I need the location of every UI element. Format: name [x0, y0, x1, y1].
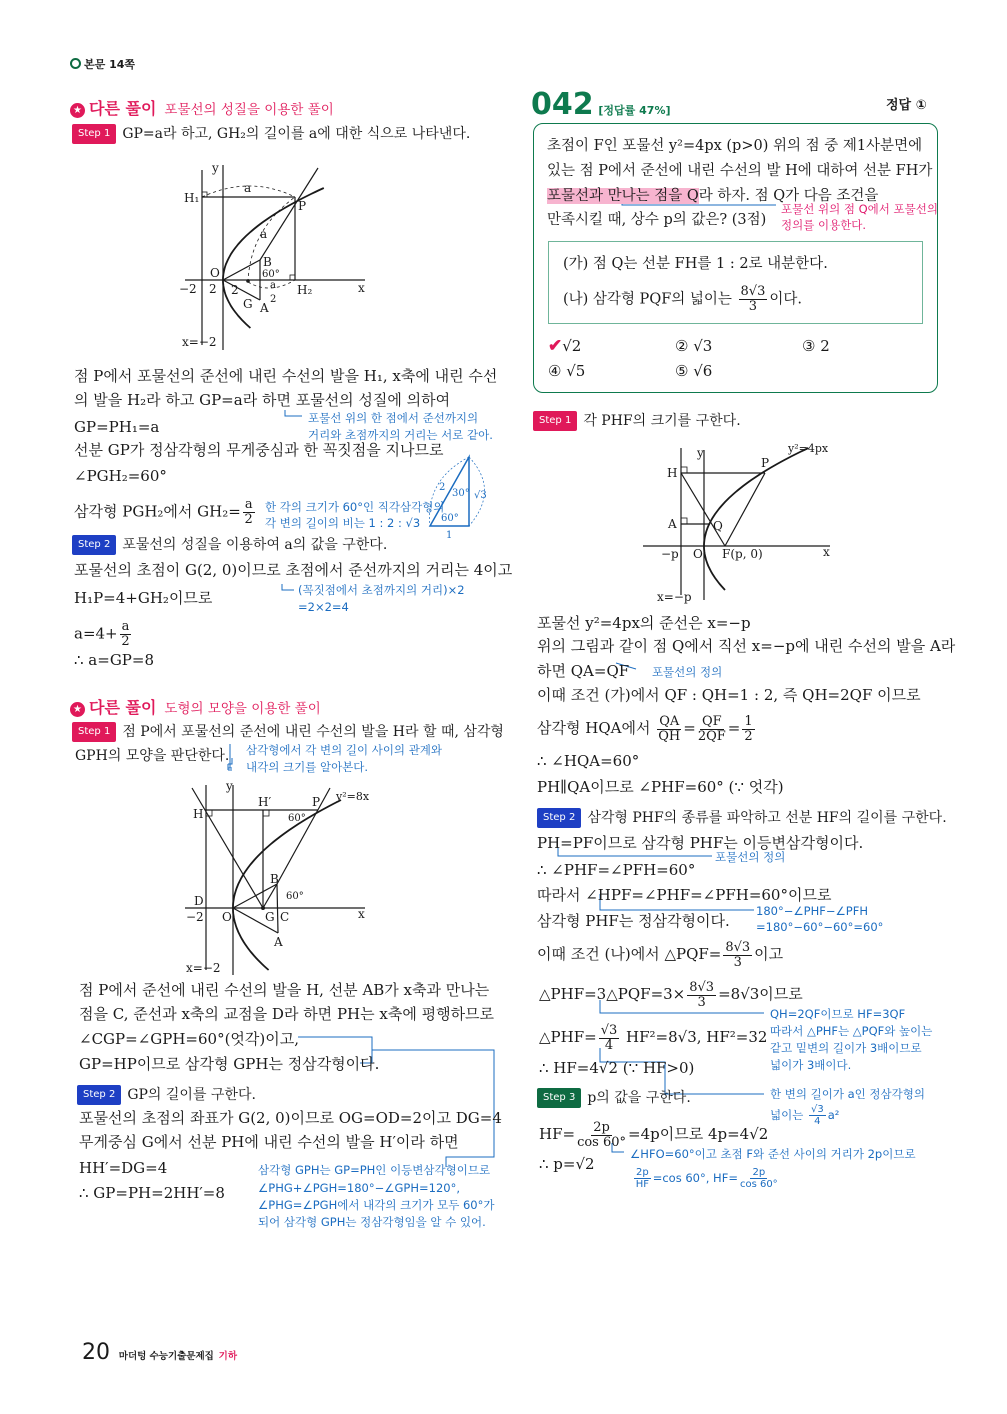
svg-text:H: H — [667, 466, 678, 480]
svg-text:y²=4px: y²=4px — [788, 442, 829, 455]
fraction: $\frac{8√3}{3}$ — [689, 979, 715, 1010]
text-line: ∴ a=GP=8 — [74, 651, 155, 669]
problem-number: 042 — [531, 87, 594, 122]
answer-label: 정답 ① — [886, 98, 927, 113]
r-step1-heading: Step 1 각 PHF의 크기를 구한다. — [533, 411, 741, 431]
note: 포물선의 정의 — [715, 850, 786, 864]
svg-text:P: P — [761, 456, 770, 470]
note: 같고 밑변의 길이가 3배이므로 — [770, 1041, 922, 1055]
note: QH=2QF이므로 HF=3QF — [770, 1007, 906, 1021]
note: 내각의 크기를 알아본다. — [246, 760, 369, 774]
text-line: HH′=DG=4 — [79, 1159, 168, 1177]
note: 정의를 이용한다. — [781, 218, 867, 232]
text-line: 이때 조건 (가)에서 QF : QH=1 : 2, 즉 QH=2QF 이므로 — [537, 686, 921, 704]
correct-rate: [정답률 47%] — [598, 104, 671, 117]
condition-b: (나) 삼각형 PQF의 넓이는 $\frac{8√3}{3}$ 이다. — [563, 284, 802, 314]
svg-text:P: P — [312, 795, 321, 809]
svg-text:x=−2: x=−2 — [182, 335, 217, 349]
svg-text:B: B — [270, 872, 279, 886]
r-step3-heading: Step 3 p의 값을 구한다. — [537, 1088, 691, 1108]
star-icon: ★ — [70, 103, 85, 118]
text-line: 점 P에서 포물선의 준선에 내린 수선의 발을 H₁, x축에 내린 수선 — [74, 367, 498, 385]
text-line: GP=HP이므로 삼각형 GPH는 정삼각형이다. — [79, 1055, 380, 1073]
svg-text:1: 1 — [446, 530, 453, 541]
choice-3[interactable]: ③ 2 — [802, 337, 830, 355]
svg-text:2: 2 — [231, 283, 239, 297]
note: =180°−60°−60°=60° — [756, 920, 884, 934]
note: 한 변의 길이가 a인 정삼각형의 — [770, 1087, 925, 1101]
choice-2[interactable]: ② √3 — [675, 337, 713, 355]
text-line: 포물선의 초점이 G(2, 0)이므로 초점에서 준선까지의 거리는 4이고 — [74, 561, 513, 579]
svg-text:√3: √3 — [474, 490, 487, 501]
text-line: 위의 그림과 같이 점 Q에서 직선 x=−p에 내린 수선의 발을 A라 — [537, 637, 956, 655]
svg-text:F(p, 0): F(p, 0) — [722, 547, 763, 561]
text-line: HF= $\frac{2p}{\cos 60^\circ}$ =4p이므로 4p=4√2 — [539, 1119, 769, 1150]
svg-text:x: x — [823, 545, 830, 559]
note: 180°−∠PHF−∠PFH — [756, 904, 868, 918]
problem-line: 있는 점 P에서 준선에 내린 수선의 발 H에 대하여 선분 FH가 — [547, 163, 933, 179]
svg-text:O: O — [210, 266, 220, 280]
svg-text:A: A — [668, 517, 677, 531]
text-line: 포물선 y²=4px의 준선은 x=−p — [537, 614, 751, 632]
svg-text:G: G — [265, 910, 275, 924]
choice-1[interactable]: ✔√2 — [548, 336, 582, 356]
footer — [82, 1340, 237, 1370]
note: 따라서 △PHF는 △PQF와 높이는 — [770, 1024, 933, 1038]
note: 포물선의 정의 — [651, 665, 723, 679]
text-line: 선분 GP가 정삼각형의 무게중심과 한 꼭짓점을 지나므로 — [74, 441, 444, 459]
svg-text:H: H — [193, 807, 204, 821]
svg-text:60°: 60° — [286, 891, 304, 902]
text-line: 따라서 ∠HPF=∠PHF=∠PFH=60°이므로 — [537, 886, 832, 904]
problem-header — [531, 88, 671, 128]
text-line: 점을 C, 준선과 x축의 교점을 D라 하면 PH는 x축에 평행하므로 — [79, 1005, 495, 1023]
alt-solution-2-title: ★ 다른 풀이 도형의 모양을 이용한 풀이 — [70, 695, 321, 718]
svg-text:H₁: H₁ — [184, 191, 200, 205]
text-line: △PHF=3△PQF=3× $\frac{8√3}{3}$ =8√3이므로 — [539, 979, 803, 1010]
fraction: $\frac{a}{2}$ — [244, 497, 253, 527]
choice-4[interactable]: ④ √5 — [548, 362, 586, 380]
svg-text:2: 2 — [270, 294, 277, 305]
step2-heading: Step 2 포물선의 성질을 이용하여 a의 값을 구한다. — [72, 535, 387, 555]
problem-line: 초점이 F인 포물선 y²=4px (p>0) 위의 점 중 제1사분면에 — [547, 138, 923, 154]
alt-solution-1-title: ★ 다른 풀이 포물선의 성질을 이용한 풀이 — [70, 96, 334, 119]
svg-text:−p: −p — [661, 547, 679, 561]
svg-text:2: 2 — [439, 482, 446, 493]
note: 한 각의 크기가 60°인 직각삼각형의 — [265, 500, 445, 514]
note: 각 변의 길이의 비는 1 : 2 : √3 — [265, 516, 421, 530]
svg-text:C: C — [280, 910, 290, 924]
condition-a: (가) 점 Q는 선분 FH를 1 : 2로 내분한다. — [563, 256, 828, 272]
svg-text:60°: 60° — [262, 269, 280, 280]
svg-text:a: a — [244, 181, 252, 195]
svg-text:B: B — [263, 255, 272, 269]
note: 넓이는 $\frac{√3}{4}$ a² — [770, 1104, 840, 1127]
parabola — [223, 188, 324, 328]
note: (꼭짓점에서 초점까지의 거리)×2 — [298, 583, 465, 597]
fraction: $\frac{2p}{HF}$ — [635, 1167, 649, 1190]
step2b-heading: Step 2 GP의 길이를 구한다. — [77, 1085, 256, 1105]
note: 포물선 위의 점 Q에서 포물선의 — [781, 202, 938, 216]
text-line: H₁P=4+GH₂이므로 — [74, 589, 213, 607]
fraction: $\frac{QF}{2QF}$ — [697, 713, 726, 744]
svg-text:a: a — [260, 227, 268, 241]
text-line: 점 P에서 준선에 내린 수선의 발을 H, 선분 AB가 x축과 만나는 — [79, 981, 490, 999]
subject: 기하 — [218, 1351, 237, 1362]
svg-text:−2: −2 — [186, 910, 204, 924]
svg-text:A: A — [260, 301, 269, 315]
text-line: ∴ GP=PH=2HH′=8 — [79, 1184, 225, 1202]
checkmark-icon: ✔ — [548, 336, 563, 356]
step1b-heading: Step 1 점 P에서 포물선의 준선에 내린 수선의 발을 H라 할 때, 삼각형 — [72, 722, 504, 742]
text-line: PH∥QA이므로 ∠PHF=60° (∵ 엇각) — [537, 778, 784, 796]
svg-text:x=−p: x=−p — [657, 590, 692, 604]
text-line: 의 발을 H₂라 하고 GP=a라 하면 포물선의 성질에 의하여 — [74, 391, 451, 409]
svg-text:O: O — [693, 547, 703, 561]
note: ∠PHG+∠PGH=180°−∠GPH=120°, — [258, 1181, 461, 1195]
svg-text:y: y — [226, 779, 233, 793]
fraction: $\frac{8√3}{3}$ — [740, 284, 766, 314]
step1-heading: Step 1 GP=a라 하고, GH₂의 길이를 a에 대한 식으로 나타낸다. — [72, 124, 470, 144]
fraction: $\frac{√3}{4}$ — [600, 1022, 618, 1053]
book-title: 마더텅 수능기출문제집 — [118, 1351, 214, 1362]
note: 되어 삼각형 GPH는 정삼각형임을 알 수 있어. — [258, 1215, 486, 1229]
star-icon: ★ — [70, 702, 85, 717]
note: 거리와 초점까지의 거리는 서로 같아. — [308, 428, 493, 442]
note: $\frac{2p}{HF}$ =cos 60°, HF= $\frac{2p}{\cos 60^\circ}$ — [635, 1167, 778, 1190]
note: 삼각형에서 각 변의 길이 사이의 관계와 — [246, 743, 443, 757]
text-line: 삼각형 HQA에서 $\frac{QA}{QH}$ = $\frac{QF}{2QF}$ = $\frac{1}{2}$ — [537, 713, 753, 744]
text-line: GPH의 모양을 판단한다. — [75, 748, 230, 764]
svg-text:y: y — [697, 446, 704, 460]
note: =2×2=4 — [298, 600, 349, 614]
fraction: $\frac{QA}{QH}$ — [658, 713, 681, 744]
note: 넓이가 3배이다. — [770, 1058, 852, 1072]
svg-text:x=−2: x=−2 — [186, 961, 221, 975]
text-line: 무게중심 G에서 선분 PH에 내린 수선의 발을 H′이라 하면 — [79, 1133, 459, 1151]
fraction: $\frac{8√3}{3}$ — [725, 939, 751, 970]
text-line: ∠PGH₂=60° — [74, 467, 167, 485]
text-line: ∴ ∠HQA=60° — [537, 752, 640, 770]
svg-text:P: P — [298, 199, 307, 213]
text-line: 삼각형 PHF는 정삼각형이다. — [537, 912, 730, 930]
svg-text:x: x — [358, 907, 365, 921]
svg-text:A: A — [274, 935, 283, 949]
svg-text:2: 2 — [209, 282, 217, 296]
text-line: △PHF= $\frac{√3}{4}$ HF²=8√3, HF²=32 — [539, 1022, 768, 1053]
fraction: $\frac{1}{2}$ — [744, 713, 753, 744]
text-line: 하면 QA=QF 포물선의 정의 — [537, 662, 723, 680]
svg-text:O: O — [222, 910, 232, 924]
text-line: 삼각형 PGH₂에서 GH₂= $\frac{a}{2}$ — [74, 497, 253, 527]
text-line: ∴ ∠PHF=∠PFH=60° — [537, 861, 696, 879]
text-line: 이때 조건 (나)에서 △PQF= $\frac{8√3}{3}$ 이고 — [537, 939, 784, 970]
fraction: $\frac{√3}{4}$ — [810, 1104, 824, 1127]
note: ∠HFO=60°이고 초점 F와 준선 사이의 거리가 2p이므로 — [630, 1147, 916, 1161]
choice-5[interactable]: ⑤ √6 — [675, 362, 713, 380]
r-step2-heading: Step 2 삼각형 PHF의 종류를 파악하고 선분 HF의 길이를 구한다. — [537, 808, 947, 828]
text-line: PH=PF이므로 삼각형 PHF는 이등변삼각형이다. — [537, 834, 864, 852]
svg-text:−2: −2 — [179, 282, 197, 296]
fraction: $\frac{2p}{\cos 60^\circ}$ — [739, 1167, 778, 1190]
svg-text:60°: 60° — [441, 513, 459, 524]
note: 포물선 위의 한 점에서 준선까지의 — [308, 411, 479, 425]
text-line: GP=PH₁=a — [74, 418, 160, 436]
note: 삼각형 GPH는 GP=PH인 이등변삼각형이므로 — [258, 1163, 491, 1177]
problem-line: 포물선과 만나는 점을 Q라 하자. 점 Q가 다음 조건을 — [547, 188, 879, 204]
svg-text:30°: 30° — [452, 488, 470, 499]
note: ∠PHG=∠PGH에서 내각의 크기가 모두 60°가 — [258, 1198, 495, 1212]
svg-text:60°: 60° — [288, 813, 306, 824]
svg-text:D: D — [194, 894, 204, 908]
text-line: a=4+ $\frac{a}{2}$ — [74, 619, 130, 649]
svg-text:G: G — [243, 297, 253, 311]
svg-text:Q: Q — [713, 519, 723, 533]
svg-text:H₂: H₂ — [297, 283, 313, 297]
svg-text:x: x — [358, 281, 365, 295]
text-line: ∴ HF=4√2 (∵ HF>0) — [539, 1059, 695, 1077]
svg-text:y: y — [212, 161, 219, 175]
svg-text:H′: H′ — [258, 795, 272, 809]
page-number: 20 — [82, 1340, 110, 1365]
fraction: $\frac{2p}{\cos 60^\circ}$ — [577, 1119, 627, 1150]
text-line: 포물선의 초점의 좌표가 G(2, 0)이므로 OG=OD=2이고 DG=4 — [79, 1109, 502, 1127]
problem-line: 만족시킬 때, 상수 p의 값은? (3점) — [547, 212, 767, 228]
svg-text:a: a — [270, 280, 276, 291]
text-line: ∴ p=√2 — [539, 1155, 595, 1173]
svg-text:y²=8x: y²=8x — [336, 790, 370, 803]
text-line: ∠CGP=∠GPH=60°(엇각)이고, — [79, 1030, 300, 1048]
fraction: $\frac{a}{2}$ — [121, 619, 130, 649]
page-reference: 본문 14쪽 — [70, 56, 135, 74]
